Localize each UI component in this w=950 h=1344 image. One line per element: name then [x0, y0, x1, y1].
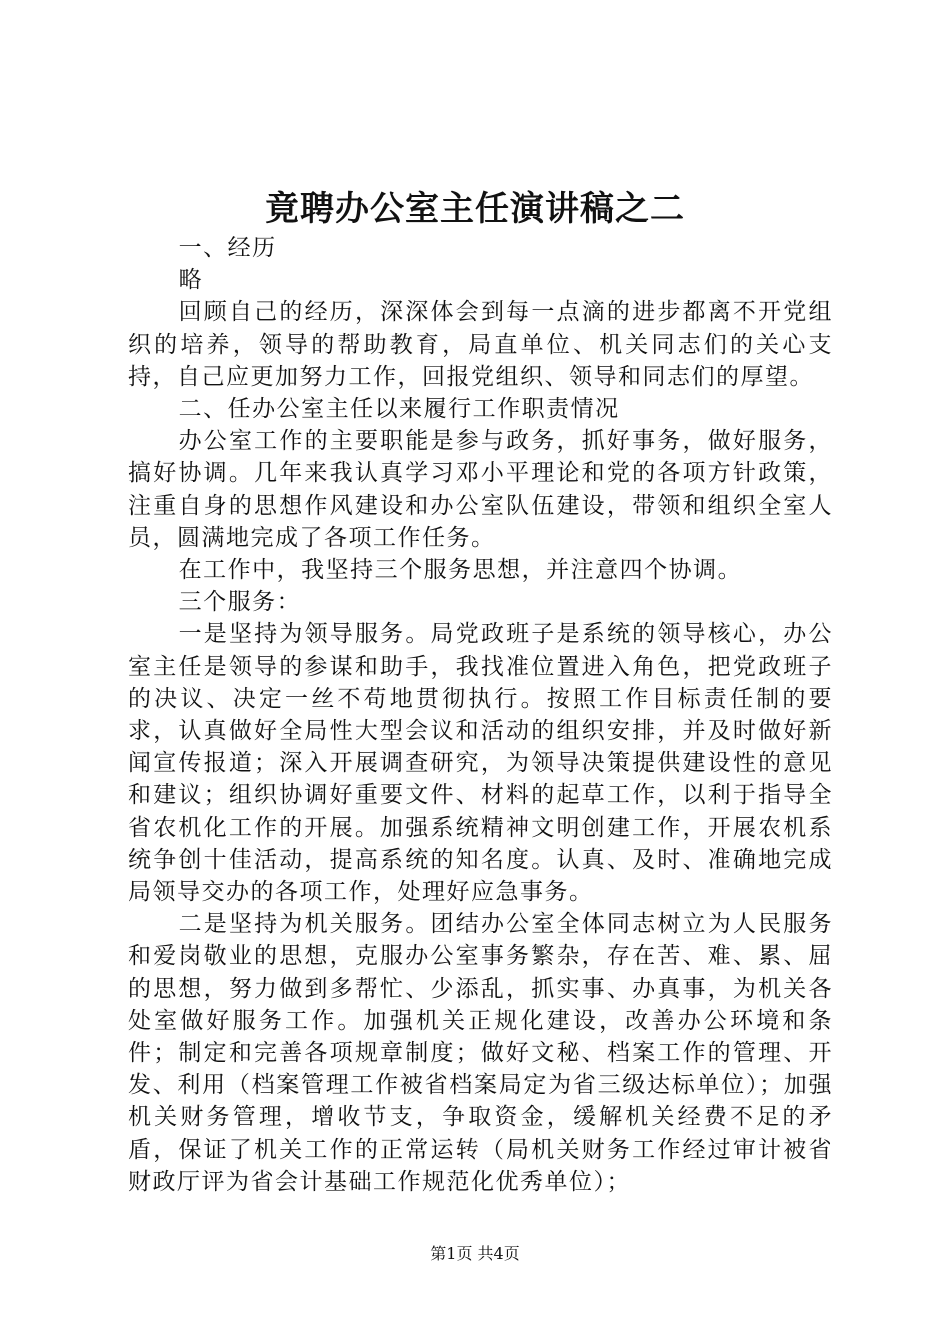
paragraph: 一是坚持为领导服务。局党政班子是系统的领导核心，办公室主任是领导的参谋和助手，我找准位置进入角色，把党政班子的决议、决定一丝不苟地贯彻执行。按照工作目标责任制的要求，认真做好全局性大型会议和活动的组织安排，并及时做好新闻宣传报道；深入开展调查研究，为领导决策提供建设性的意见和建议；组织协调好重要文件、材料的起草工作，以利于指导全省农机化工作的开展。加强系统精神文明创建工作，开展农机系统争创十佳活动，提高系统的知名度。认真、及时、准确地完成局领导交办的各项工作，处理好应急事务。 — [128, 621, 833, 906]
subheading-three-services: 三个服务： — [178, 589, 302, 616]
section-heading-experience: 一、经历 — [178, 235, 277, 261]
paragraph: 略 — [178, 267, 204, 294]
document-title: 竟聘办公室主任演讲稿之二 — [265, 189, 685, 229]
section-heading-duties: 二、任办公室主任以来履行工作职责情况 — [178, 396, 620, 423]
page-footer: 第1页 共4页 — [430, 1244, 520, 1263]
paragraph: 二是坚持为机关服务。团结办公室全体同志树立为人民服务和爱岗敬业的思想，克服办公室事务繁杂，存在苦、难、累、屈的思想，努力做到多帮忙、少添乱，抓实事、办真事，为机关各处室做好服务工作。加强机关正规化建设，改善办公环境和条件；制定和完善各项规章制度；做好文秘、档案工作的管理、开发、利用（档案管理工作被省档案局定为省三级达标单位）；加强机关财务管理，增收节支，争取资金，缓解机关经费不足的矛盾，保证了机关工作的正常运转（局机关财务工作经过审计被省财政厅评为省会计基础工作规范化优秀单位）； — [128, 911, 833, 1195]
paragraph: 办公室工作的主要职能是参与政务，抓好事务，做好服务，搞好协调。几年来我认真学习邓小平理论和党的各项方针政策，注重自身的思想作风建设和办公室队伍建设，带领和组织全室人员，圆满地完成了各项工作任务。 — [128, 428, 833, 551]
document-body — [128, 232, 833, 1198]
paragraph: 在工作中，我坚持三个服务思想，并注意四个协调。 — [178, 557, 743, 584]
paragraph: 回顾自己的经历，深深体会到每一点滴的进步都离不开党组织的培养，领导的帮助教育，局直单位、机关同志们的关心支持，自己应更加努力工作，回报党组织、领导和同志们的厚望。 — [128, 299, 833, 390]
